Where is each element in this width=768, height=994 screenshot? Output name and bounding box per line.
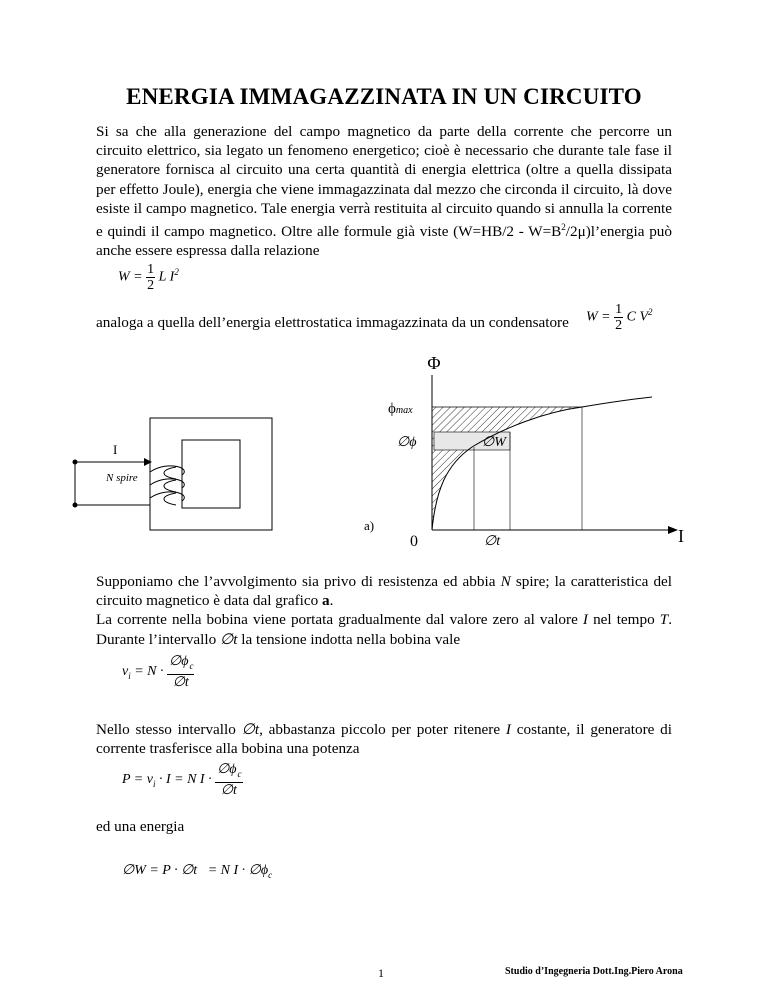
origin-label: 0 [410, 533, 418, 550]
eq2-den: ∅t [172, 674, 189, 690]
p4-text-b: , abbastanza piccolo per poter ritenere [259, 721, 506, 738]
eq2-lhs-sub: i [128, 670, 131, 681]
equation-energy-inductor [118, 262, 179, 293]
eq-cap-sup: 2 [648, 307, 653, 318]
p3-text-a: La corrente nella bobina viene portata gradualmente dal valore zero al valore [96, 611, 583, 629]
page-number: 1 [378, 966, 384, 980]
intro-text: Si sa che alla generazione del campo magnetico da parte della corrente che percorre un circuito elettrico, sia legato un fenomeno energetico; cioè è necessario che durante tale fase il generatore fornisca al circuito una certa quantità di energia elettrica (oltre a quella dissipata per effetto Joule), energia che viene immagazzinata dal mezzo che circonda il circuito, là dove esiste il campo magnetico. Tale energia verrà restituita al circuito quando si annulla la corrente e quindi il campo magnetico. Oltre alle formule già viste (W=HB/2 - W=B [96, 123, 672, 241]
eq3-lhs: P = v [122, 772, 153, 788]
y-axis-label: Φ [427, 355, 441, 373]
intro-paragraph [96, 122, 672, 260]
panel-label: a) [364, 518, 375, 533]
p2-text-c: . [329, 592, 334, 610]
p3-text-d: la tensione indotta nella bobina vale [237, 630, 461, 648]
eq1-lhs: W = [118, 269, 143, 285]
eq1-sup: 2 [174, 267, 179, 278]
body-paragraph-1 [96, 572, 672, 649]
eq3-lhs-sub: i [152, 778, 156, 789]
x-axis-arrow-icon [668, 526, 678, 534]
analogy-text: analoga a quella dell’energia elettrostatica immagazzinata da un condensatore [96, 314, 569, 331]
equation-induced-voltage [122, 654, 194, 690]
eq4-sub: c [268, 869, 273, 880]
eq2-num-sub: c [189, 660, 194, 671]
equation-energy-capacitor [586, 302, 653, 333]
body-paragraph-2 [96, 720, 672, 758]
equation-power [122, 762, 243, 798]
eq1-den: 2 [147, 278, 155, 293]
eq1-fraction [146, 262, 155, 293]
terminal-bottom [73, 503, 78, 508]
core-window [182, 440, 240, 508]
eq4-text: ∅W = P · ∅t = N I · ∅ϕ [122, 863, 269, 878]
p3-text-b: nel tempo [587, 611, 660, 629]
phi-max-label [388, 401, 413, 417]
energy-area-hatched [432, 407, 582, 530]
current-arrow-icon [144, 458, 152, 466]
eq3-den: ∅t [220, 782, 237, 798]
p3-t: T [659, 611, 669, 629]
x-axis-label: I [678, 526, 684, 546]
intro-tail: /2μ)l’energia può anche essere espressa dalla relazione [96, 223, 672, 260]
eq3-num [215, 762, 242, 783]
eq-cap-num: 1 [615, 302, 623, 317]
phi-max-main: ϕ [388, 401, 396, 417]
circuit-diagram [73, 418, 273, 530]
p4-text-a: Nello stesso intervallo [96, 721, 242, 738]
eq-cap-lhs: W = [586, 309, 611, 325]
eq-cap-rhs: C V [626, 309, 648, 325]
p4-i: I [505, 721, 511, 738]
current-label: I [113, 442, 118, 457]
p3-i: I [582, 611, 588, 629]
p2-text-a: Supponiamo che l’avvolgimento sia privo di resistenza ed abbia [96, 573, 501, 590]
footer-credit: Studio d’Ingegneria Dott.Ing.Piero Arona [505, 966, 683, 977]
core-outer [150, 418, 272, 530]
p2-text-b: spire; la caratteristica del circuito magnetico è data dal grafico [96, 573, 672, 610]
eq2-num-text: ∅ϕ [169, 654, 189, 669]
eq2-num [167, 654, 194, 675]
eq3-num-text: ∅ϕ [217, 762, 237, 777]
figure-magnetization [0, 355, 768, 565]
p2-ref: a [322, 592, 330, 610]
p2-n: N [500, 573, 511, 590]
intro-sup: 2 [561, 222, 566, 233]
flux-current-graph [364, 355, 684, 550]
delta-w-label: ∅W [482, 435, 506, 450]
terminal-top [73, 460, 78, 465]
p3-dt: ∅t [219, 630, 238, 648]
eq1-rhs: L I [158, 269, 175, 285]
equation-energy-increment [122, 862, 272, 880]
eq-cap-fraction [614, 302, 623, 333]
eq1-num: 1 [147, 262, 155, 277]
page-title: ENERGIA IMMAGAZZINATA IN UN CIRCUITO [126, 84, 642, 109]
eq2-eq: = N · [134, 664, 164, 680]
eq3-fraction [215, 762, 242, 798]
body-paragraph-3: ed una energia [96, 818, 185, 835]
eq3-mid: · I = N I · [158, 772, 212, 788]
eq-cap-den: 2 [615, 318, 623, 333]
eq2-fraction [167, 654, 194, 690]
coil-winding [150, 466, 184, 505]
p3-text-c: . Durante l’intervallo [96, 611, 673, 648]
eq3-num-sub: c [237, 768, 242, 779]
coil-label: N spire [106, 472, 138, 484]
phi-max-sub: max [395, 405, 413, 416]
delta-phi-label: ∅ϕ [397, 435, 417, 450]
eq2-lhs: v [122, 664, 129, 680]
delta-t-label: ∅t [484, 534, 501, 549]
p4-dt: ∅t [241, 721, 260, 738]
p4-text-c: costante, il generatore di corrente trasferisce alla bobina una potenza [96, 721, 673, 758]
